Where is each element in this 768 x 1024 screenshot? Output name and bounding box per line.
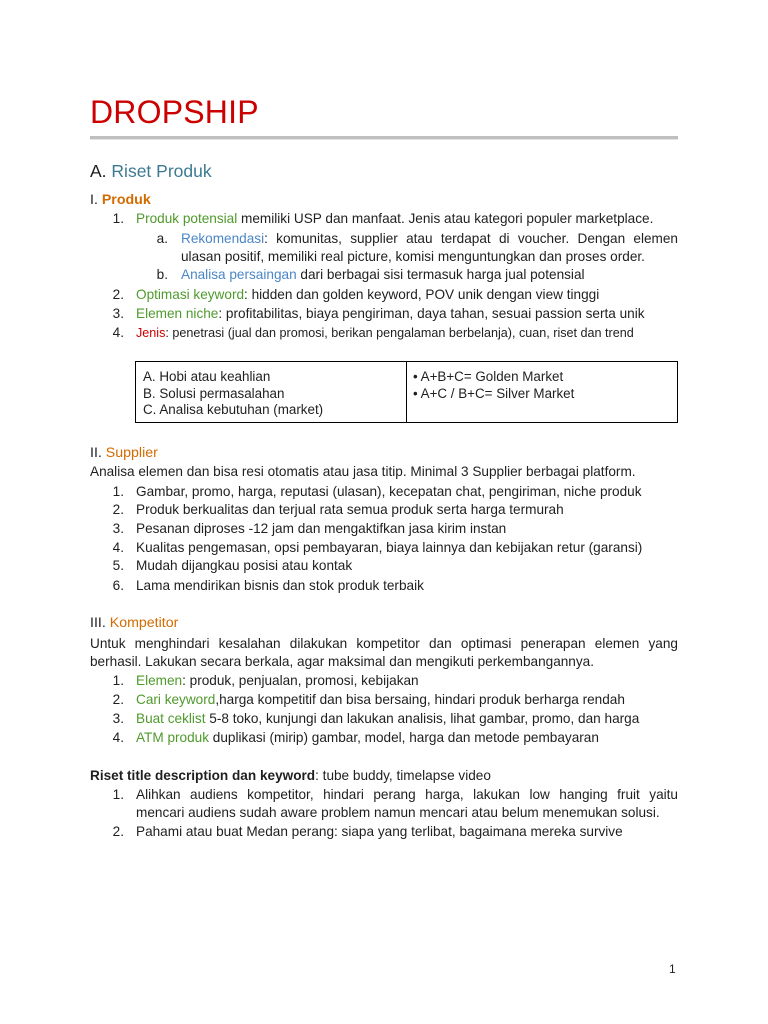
list-item (136, 729, 599, 747)
list-item (136, 210, 653, 228)
list-number: 1. (112, 673, 124, 688)
riset-title-text: : tube buddy, timelapse video (315, 768, 491, 783)
list-item: Kualitas pengemasan, opsi pembayaran, biaya lainnya dan kebijakan retur (garansi) (136, 540, 643, 555)
list-item-text: ,harga kompetitif dan bisa bersaing, hindari produk berharga rendah (215, 692, 625, 707)
list-item-text: 5-8 toko, kunjungi dan lakukan analisis, lihat gambar, promo, dan harga (205, 711, 640, 726)
list-number: 3. (112, 521, 124, 536)
list-item-text: memiliki USP dan manfaat. Jenis atau kategori populer marketplace. (237, 211, 654, 226)
supplier-title: Supplier (105, 445, 158, 461)
supplier-heading (90, 445, 158, 461)
highlight-term: Produk potensial (136, 211, 238, 226)
document-title: DROPSHIP (90, 94, 259, 130)
list-number: 4. (112, 540, 124, 555)
kompetitor-title: Kompetitor (109, 615, 179, 631)
table-line: • A+B+C= Golden Market (413, 369, 564, 384)
list-item (136, 691, 625, 709)
list-number: 1. (112, 211, 124, 226)
list-number: 1. (112, 484, 124, 499)
sub-list-letter: a. (156, 231, 168, 246)
sub-list-letter: b. (156, 267, 168, 282)
highlight-term: Analisa persaingan (181, 267, 297, 282)
kompetitor-intro-line-2: berhasil. Lakukan secara berkala, agar maksimal dan mengikuti perkembangannya. (90, 654, 595, 669)
list-item: Lama mendirikan bisnis dan stok produk terbaik (136, 578, 424, 593)
list-item-text: : produk, penjualan, promosi, kebijakan (182, 673, 419, 688)
list-item-text: : profitabilitas, biaya pengiriman, daya tahan, sesuai passion serta unik (218, 306, 645, 321)
supplier-intro: Analisa elemen dan bisa resi otomatis atau jasa titip. Minimal 3 Supplier berbagai platform. (90, 464, 636, 479)
list-item-text: : penetrasi (jual dan promosi, berikan pengalaman berbelanja), cuan, riset dan trend (165, 326, 634, 340)
table-line: C. Analisa kebutuhan (market) (143, 402, 324, 417)
list-item (136, 305, 645, 323)
list-item-text: : komunitas, supplier atau terdapat di voucher. Dengan elemen (264, 231, 678, 246)
list-item: Pesanan diproses -12 jam dan mengaktifkan jasa kirim instan (136, 521, 507, 536)
title-divider (90, 136, 678, 140)
highlight-term: Buat ceklist (136, 711, 206, 726)
highlight-term: Optimasi keyword (136, 287, 245, 302)
list-number: 4. (112, 730, 124, 745)
kompetitor-intro-line-1: Untuk menghindari kesalahan dilakukan kompetitor dan optimasi penerapan elemen yang (90, 636, 678, 651)
section-a-prefix: A. (90, 161, 107, 181)
table-cell-left (143, 369, 323, 419)
list-number: 2. (112, 824, 124, 839)
table-line: A. Hobi atau keahlian (143, 369, 271, 384)
page-number: 1 (669, 962, 676, 976)
list-item (136, 672, 419, 690)
market-table (135, 361, 678, 423)
sub-list-item (181, 266, 585, 284)
riset-title-label: Riset title description dan keyword (90, 768, 316, 783)
kompetitor-heading (90, 615, 178, 631)
highlight-term: Elemen niche (136, 306, 219, 321)
sub-list-item-continuation: ulasan positif, memiliki real picture, komisi menguntungkan dan proses order. (181, 249, 645, 264)
produk-heading (90, 192, 151, 208)
list-number: 4. (112, 325, 124, 340)
list-number: 5. (112, 558, 124, 573)
list-number: 1. (112, 787, 124, 802)
list-item (136, 324, 634, 342)
list-item-text: : hidden dan golden keyword, POV unik dengan view tinggi (244, 287, 600, 302)
table-column-divider (406, 362, 407, 422)
riset-title-heading (90, 767, 491, 785)
list-number: 3. (112, 711, 124, 726)
list-item (136, 710, 639, 728)
section-a-title: Riset Produk (111, 161, 212, 181)
list-item-text: duplikasi (mirip) gambar, model, harga dan metode pembayaran (209, 730, 599, 745)
list-item-text: dari berbagai sisi termasuk harga jual potensial (296, 267, 585, 282)
list-number: 6. (112, 578, 124, 593)
list-number: 2. (112, 502, 124, 517)
list-item: Alihkan audiens kompetitor, hindari perang harga, lakukan low hanging fruit yaitu (136, 787, 678, 802)
list-item-continuation: mencari audiens sudah aware problem namun mencari atau belum menemukan solusi. (136, 805, 660, 820)
list-item: Mudah dijangkau posisi atau kontak (136, 558, 353, 573)
highlight-term: Rekomendasi (181, 231, 265, 246)
table-line: B. Solusi permasalahan (143, 385, 285, 401)
table-line: • A+C / B+C= Silver Market (413, 385, 575, 401)
highlight-term: ATM produk (136, 730, 210, 745)
sub-list-item (181, 230, 678, 248)
produk-title: Produk (101, 192, 151, 208)
produk-prefix: I. (90, 192, 98, 208)
list-number: 3. (112, 306, 124, 321)
list-item: Produk berkualitas dan terjual rata semua produk serta harga termurah (136, 502, 564, 517)
list-item: Gambar, promo, harga, reputasi (ulasan), kecepatan chat, pengiriman, niche produk (136, 484, 642, 499)
list-number: 2. (112, 692, 124, 707)
table-cell-right (413, 369, 574, 402)
highlight-term: Jenis (136, 326, 166, 340)
list-number: 2. (112, 287, 124, 302)
section-a-heading (90, 161, 212, 182)
list-item: Pahami atau buat Medan perang: siapa yang terlibat, bagaimana mereka survive (136, 824, 623, 839)
kompetitor-prefix: III. (90, 615, 106, 631)
list-item (136, 286, 599, 304)
highlight-term: Elemen (136, 673, 183, 688)
highlight-term: Cari keyword (136, 692, 216, 707)
supplier-prefix: II. (90, 445, 102, 461)
